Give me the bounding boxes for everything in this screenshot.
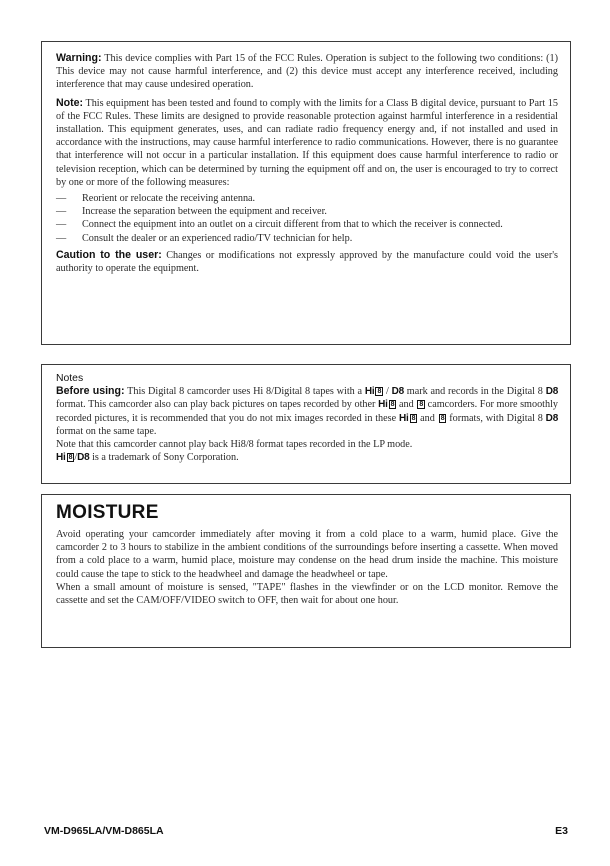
digital8-logo-icon: D8	[545, 386, 559, 398]
list-item: — Consult the dealer or an experienced radio/TV technician for help.	[56, 232, 558, 245]
list-item: — Reorient or relocate the receiving antenna.	[56, 192, 558, 205]
hi8-logo-icon: Hi 8	[399, 412, 416, 424]
note-text: This equipment has been tested and found to comply with the limits for a Class B digital device, pursuant to Part 15 of the FCC Rules. These limits are designed to provide reasonable protection against harmful interference in a residential installation. This equipment generates, uses, and can radiate radio frequency energy and, if not installed and used in accordance with the instructions, may cause harmful interference to radio communications. However, there is no guarantee that interference will not occur in a particular installation. If this equipment does cause harmful interference to radio or television reception, which can be determined by turning the equipment off and on, the user is encouraged to try to correct by one or more of the following measures:	[56, 97, 558, 188]
fcc-compliance-box	[41, 41, 571, 345]
hi8-logo-icon: Hi 8	[378, 399, 395, 411]
notes-heading: Notes	[56, 373, 84, 384]
notes-text: This Digital 8 camcorder uses Hi 8/Digital 8 tapes with a	[127, 386, 363, 398]
moisture-box	[41, 494, 571, 648]
list-item: — Increase the separation between the equipment and receiver.	[56, 205, 558, 218]
moisture-paragraph-2: When a small amount of moisture is sensed, "TAPE" flashes in the viewfinder or on the LCD monitor. Remove the cassette and set the CAM/OFF/VIDEO switch to OFF, then wait for about one hour.	[56, 581, 558, 607]
trademark-paragraph	[56, 451, 558, 464]
warning-paragraph	[56, 52, 558, 92]
note-label: Note:	[56, 96, 84, 109]
notes-text: and	[399, 399, 414, 411]
notes-text: format. This camcorder also can play back pictures on tapes recorded by other	[56, 399, 376, 411]
note-paragraph	[56, 97, 558, 189]
notes-text: formats, with Digital 8	[449, 412, 543, 424]
eight-logo-icon: 8	[419, 401, 424, 409]
before-using-paragraph	[56, 385, 558, 438]
warning-text: This device complies with Part 15 of the FCC Rules. Operation is subject to the following two conditions: (1) This device may not cause harmful interference, and (2) this device must accept any interference received, including interference that may cause undesired operation.	[56, 53, 558, 91]
lp-mode-note: Note that this camcorder cannot play back Hi8/8 format tapes recorded in the LP mode.	[56, 439, 413, 451]
notes-text: format on the same tape.	[56, 425, 157, 437]
notes-text: camcorders. For more smoothly recorded pictures, it is recommended that you do not mix images recorded in these	[56, 399, 559, 424]
notes-text: /	[74, 452, 78, 464]
caution-paragraph	[56, 249, 558, 275]
caution-text: Changes or modifications not expressly approved by the manufacture could void the user's authority to operate the equipment.	[56, 249, 559, 275]
notes-text: and	[420, 412, 435, 424]
hi8-logo-icon: Hi 8	[364, 386, 382, 398]
moisture-paragraph-1: Avoid operating your camcorder immediately after moving it from a cold place to a warm, humid place. Give the camcorder 2 to 3 hours to stabilize in the ambient conditions of the surroundings before inserting a cassette. When moved from a cold place to a warm, humid place, moisture may condense on the head drum inside the machine. This moisture could cause the tape to stick to the headwheel and damage the headwheel or tape.	[56, 529, 558, 580]
digital8-logo-icon: D8	[391, 386, 404, 398]
notes-text: mark and records in the Digital 8	[406, 386, 543, 398]
notes-text: is a trademark of Sony Corporation.	[92, 452, 239, 464]
before-using-label: Before using:	[56, 385, 125, 398]
footer-model-number: VM-D965LA/VM-D865LA	[44, 825, 164, 837]
warning-label: Warning:	[56, 52, 102, 64]
caution-label: Caution to the user:	[56, 248, 162, 261]
hi8-logo-icon: Hi 8	[56, 452, 73, 464]
list-item: — Connect the equipment into an outlet on a circuit different from that to which the receiver is connected.	[56, 218, 558, 231]
digital8-logo-icon: D8	[545, 412, 559, 424]
digital8-logo-icon: D8	[77, 452, 90, 464]
notes-text: /	[385, 386, 389, 398]
footer-page-number: E3	[555, 825, 568, 837]
moisture-title: MOISTURE	[56, 502, 159, 523]
measures-list	[56, 192, 558, 245]
eight-logo-icon: 8	[440, 414, 445, 422]
notes-box	[41, 364, 571, 484]
